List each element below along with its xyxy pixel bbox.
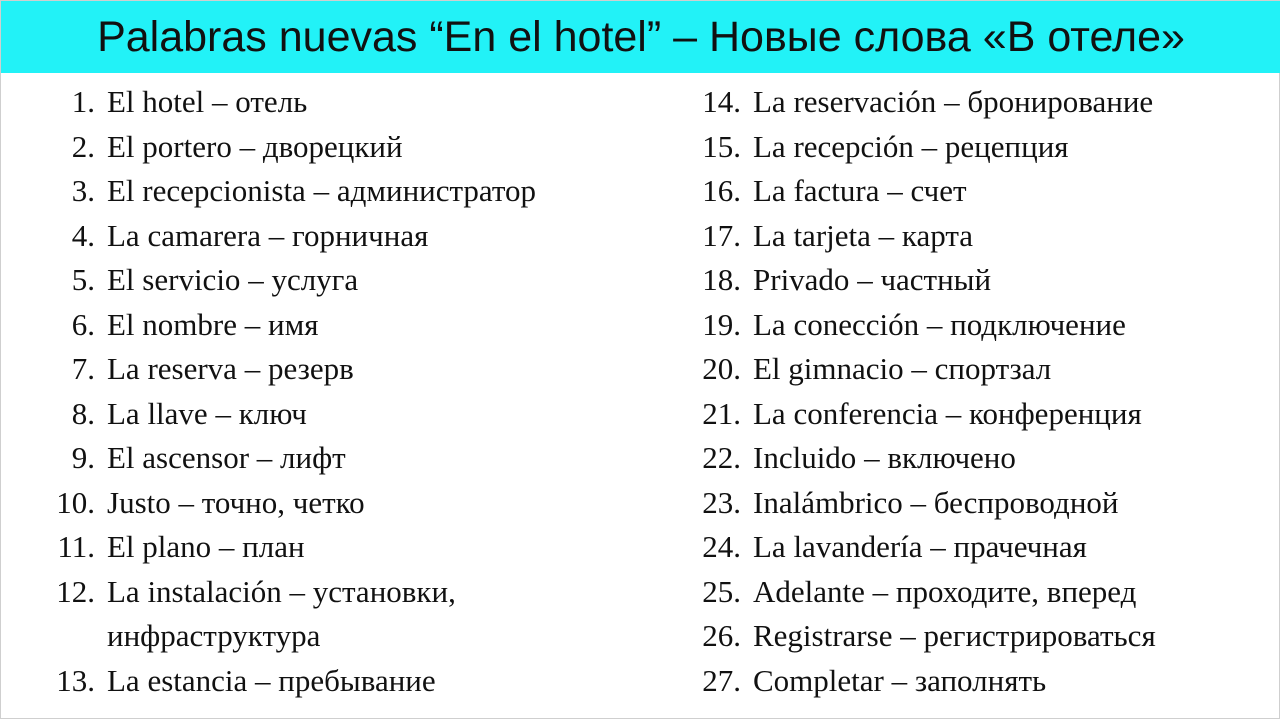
russian-translation: проходите, вперед [895, 573, 1137, 609]
russian-translation: точно, четко [201, 484, 365, 520]
dash-separator [261, 218, 292, 253]
vocab-item-8 [37, 392, 627, 437]
dash-separator [237, 307, 268, 342]
dash-separator [249, 440, 280, 475]
item-number: 7. [71, 351, 95, 386]
item-text [753, 169, 1247, 214]
spanish-word: La recepción [753, 128, 914, 164]
russian-translation: имя [268, 306, 319, 342]
item-text [753, 303, 1247, 348]
russian-translation: администратор [336, 173, 537, 208]
item-number: 15. [702, 128, 741, 164]
vocab-item-9 [37, 436, 627, 481]
dash-separator [282, 574, 313, 609]
vocab-item-17 [687, 214, 1247, 259]
russian-translation: ключ [238, 395, 307, 431]
dash-separator [903, 485, 934, 520]
item-number: 8. [71, 395, 95, 431]
spanish-word: El plano [107, 529, 212, 564]
vocab-item-18 [687, 258, 1247, 303]
item-number: 25. [702, 573, 741, 609]
spanish-word: Completar [753, 662, 884, 698]
spanish-word: La llave [107, 395, 208, 431]
russian-translation: дворецкий [262, 128, 403, 164]
vocab-item-6 [37, 303, 627, 348]
vocab-item-15 [687, 125, 1247, 170]
spanish-word: Inalámbrico [753, 484, 903, 520]
item-text [753, 659, 1247, 704]
title-bar [1, 1, 1280, 73]
russian-translation: счет [910, 173, 967, 208]
item-number: 23. [702, 484, 741, 520]
spanish-word: El recepcionista [107, 173, 306, 208]
item-text [107, 436, 627, 481]
vocab-item-13 [37, 659, 627, 704]
item-number: 18. [702, 262, 741, 297]
item-text [107, 481, 627, 526]
item-text [753, 125, 1247, 170]
russian-translation: включено [887, 440, 1016, 475]
right-vocabulary-list [687, 80, 1247, 703]
dash-separator [919, 307, 950, 342]
russian-translation: частный [880, 262, 992, 297]
spanish-word: La factura [753, 173, 880, 208]
spanish-word: Registrarse [753, 618, 893, 653]
vocab-item-3 [37, 169, 627, 214]
item-text [107, 525, 627, 570]
dash-separator [923, 529, 954, 564]
item-text [753, 570, 1247, 615]
russian-translation: беспроводной [933, 484, 1119, 520]
item-number: 26. [702, 618, 741, 653]
dash-separator [232, 129, 263, 164]
russian-translation: бронирование [967, 84, 1154, 119]
item-number: 20. [702, 351, 741, 386]
dash-separator [211, 529, 242, 564]
russian-translation: конференция [969, 395, 1142, 431]
item-number: 3. [71, 173, 95, 208]
dash-separator [856, 440, 887, 475]
item-text [753, 481, 1247, 526]
item-text [753, 525, 1247, 570]
russian-translation: установки, инфраструктура [107, 573, 456, 653]
vocab-item-16 [687, 169, 1247, 214]
item-text [753, 614, 1247, 659]
russian-translation: пребывание [278, 662, 436, 698]
vocab-item-24 [687, 525, 1247, 570]
dash-separator [240, 262, 271, 297]
item-text [107, 258, 627, 303]
item-text [107, 125, 627, 170]
item-number: 10. [56, 484, 95, 520]
item-text [753, 436, 1247, 481]
item-number: 19. [702, 306, 741, 342]
dash-separator [204, 84, 235, 119]
spanish-word: El nombre [107, 306, 237, 342]
dash-separator [171, 485, 202, 520]
item-text [753, 347, 1247, 392]
dash-separator [892, 618, 923, 653]
russian-translation: горничная [292, 217, 429, 253]
item-number: 27. [702, 662, 741, 698]
item-number: 21. [702, 395, 741, 431]
russian-translation: спортзал [934, 351, 1052, 386]
russian-translation: рецепция [944, 128, 1069, 164]
dash-separator [914, 129, 945, 164]
item-number: 11. [57, 529, 95, 564]
russian-translation: отель [235, 84, 308, 119]
vocab-item-14 [687, 80, 1247, 125]
russian-translation: подключение [950, 306, 1126, 342]
spanish-word: La instalación [107, 573, 282, 609]
dash-separator [871, 218, 902, 253]
spanish-word: Justo [107, 484, 171, 520]
spanish-word: La camarera [107, 217, 262, 253]
slide-title: Palabras nuevas “En el hotel” – Новые слова «В отеле» [97, 13, 1185, 61]
item-number: 4. [71, 217, 95, 253]
vocab-item-21 [687, 392, 1247, 437]
vocab-item-10 [37, 481, 627, 526]
item-number: 2. [71, 128, 95, 164]
item-text [753, 258, 1247, 303]
spanish-word: El hotel [107, 84, 205, 119]
item-text [107, 659, 627, 704]
item-number: 12. [56, 573, 95, 609]
item-text [107, 347, 627, 392]
item-text [753, 80, 1247, 125]
russian-translation: прачечная [953, 529, 1087, 564]
item-number: 1. [71, 84, 95, 119]
item-number: 22. [702, 440, 741, 475]
item-text [107, 303, 627, 348]
vocab-item-23 [687, 481, 1247, 526]
vocab-item-19 [687, 303, 1247, 348]
item-number: 13. [56, 662, 95, 698]
vocab-item-26 [687, 614, 1247, 659]
vocab-item-20 [687, 347, 1247, 392]
item-number: 5. [71, 262, 95, 297]
dash-separator [865, 574, 896, 609]
spanish-word: El portero [107, 128, 232, 164]
spanish-word: Incluido [753, 440, 857, 475]
spanish-word: El servicio [107, 262, 241, 297]
vocab-item-4 [37, 214, 627, 259]
vocab-item-5 [37, 258, 627, 303]
russian-translation: услуга [271, 262, 359, 297]
russian-translation: регистрироваться [923, 618, 1156, 653]
dash-separator [208, 396, 239, 431]
item-text [107, 570, 627, 659]
vocab-item-22 [687, 436, 1247, 481]
russian-translation: резерв [267, 351, 354, 386]
item-text [107, 214, 627, 259]
vocab-item-12 [37, 570, 627, 659]
dash-separator [938, 396, 969, 431]
item-text [753, 392, 1247, 437]
spanish-word: Adelante [753, 573, 865, 609]
spanish-word: Privado [753, 262, 850, 297]
spanish-word: La conferencia [753, 395, 939, 431]
dash-separator [879, 173, 910, 208]
item-number: 16. [702, 173, 741, 208]
vocab-item-25 [687, 570, 1247, 615]
spanish-word: La lavandería [753, 529, 923, 564]
russian-translation: заполнять [914, 662, 1047, 698]
item-number: 17. [702, 217, 741, 253]
spanish-word: La tarjeta [753, 217, 871, 253]
vocab-item-1 [37, 80, 627, 125]
spanish-word: La estancia [107, 662, 248, 698]
vocab-item-27 [687, 659, 1247, 704]
spanish-word: La reserva [107, 351, 237, 386]
left-vocabulary-list [37, 80, 627, 703]
dash-separator [884, 663, 915, 698]
item-text [107, 80, 627, 125]
dash-separator [936, 84, 967, 119]
item-number: 6. [71, 306, 95, 342]
dash-separator [306, 173, 337, 208]
russian-translation: карта [901, 217, 974, 253]
spanish-word: La reservación [753, 84, 937, 119]
spanish-word: El ascensor [107, 440, 250, 475]
dash-separator [849, 262, 880, 297]
spanish-word: La conección [753, 306, 920, 342]
russian-translation: план [242, 529, 305, 564]
item-text [107, 169, 627, 214]
russian-translation: лифт [280, 440, 346, 475]
vocab-item-7 [37, 347, 627, 392]
vocabulary-columns [37, 80, 1247, 703]
item-text [753, 214, 1247, 259]
item-text [107, 392, 627, 437]
vocab-item-11 [37, 525, 627, 570]
item-number: 14. [702, 84, 741, 119]
item-number: 24. [702, 529, 741, 564]
spanish-word: El gimnacio [753, 351, 904, 386]
item-number: 9. [71, 440, 95, 475]
dash-separator [237, 351, 268, 386]
dash-separator [904, 351, 935, 386]
dash-separator [247, 663, 278, 698]
vocab-item-2 [37, 125, 627, 170]
